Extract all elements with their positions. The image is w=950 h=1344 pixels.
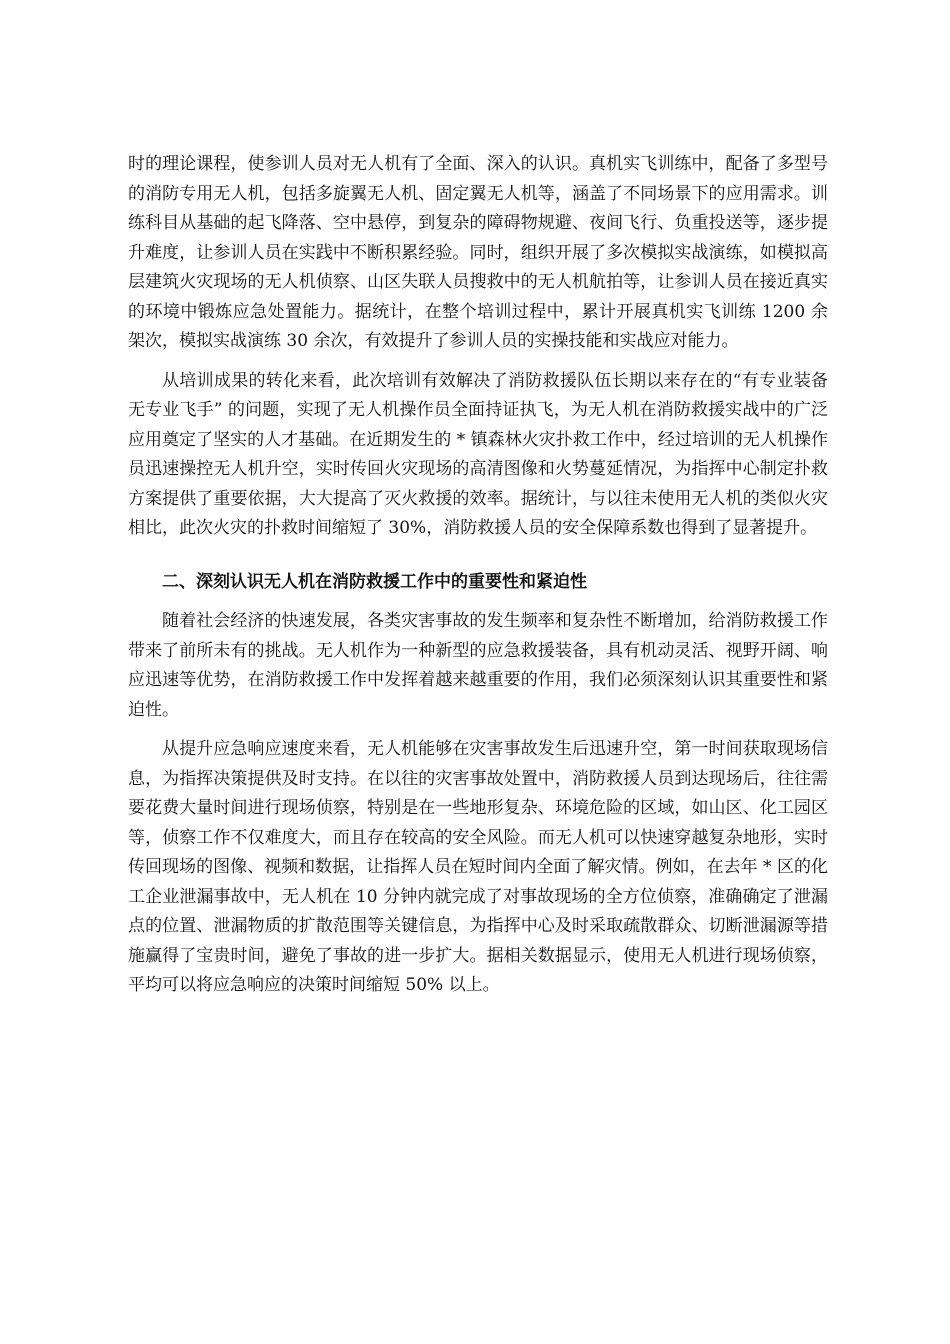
paragraph-training-results: 从培训成果的转化来看，此次培训有效解决了消防救援队伍长期以来存在的“有专业装备无专业飞手” 的问题，实现了无人机操作员全面持证执飞，为无人机在消防救援实战中的广泛应用奠定了坚实的人才基础。在近期发生的 * 镇森林火灾扑救工作中，经过培训的无人机操作员迅速操控无人机升空，实时传回火灾现场的高清图像和火势蔓延情况，为指挥中心制定扑救方案提供了重要依据，大大提高了灭火救援的效率。据统计，与以往未使用无人机的类似火灾相比，此次火灾的扑救时间缩短了 30%，消防救援人员的安全保障系数也得到了显著提升。 bbox=[128, 370, 828, 538]
paragraph-training-content: 时的理论课程，使参训人员对无人机有了全面、深入的认识。真机实飞训练中，配备了多型号的消防专用无人机，包括多旋翼无人机、固定翼无人机等，涵盖了不同场景下的应用需求。训练科目从基础的起飞降落、空中悬停，到复杂的障碍物规避、夜间飞行、负重投送等，逐步提升难度，让参训人员在实践中不断积累经验。同时，组织开展了多次模拟实战演练，如模拟高层建筑火灾现场的无人机侦察、山区失联人员搜救中的无人机航拍等，让参训人员在接近真实的环境中锻炼应急处置能力。据统计，在整个培训过程中，累计开展真机实飞训练 1200 余架次，模拟实战演练 30 余次，有效提升了参训人员的实操技能和实战应对能力。 bbox=[128, 154, 828, 351]
document-body bbox=[128, 150, 828, 1011]
section-heading: 二、深刻认识无人机在消防救援工作中的重要性和紧迫性 bbox=[162, 571, 587, 592]
paragraph-importance-intro: 随着社会经济的快速发展，各类灾害事故的发生频率和复杂性不断增加，给消防救援工作带来了前所未有的挑战。无人机作为一种新型的应急救援装备，具有机动灵活、视野开阔、响应迅速等优势，在消防救援工作中发挥着越来越重要的作用，我们必须深刻认识其重要性和紧迫性。 bbox=[128, 611, 828, 720]
paragraph-response-speed: 从提升应急响应速度来看，无人机能够在灾害事故发生后迅速升空，第一时间获取现场信息，为指挥决策提供及时支持。在以往的灾害事故处置中，消防救援人员到达现场后，往往需要花费大量时间进行现场侦察，特别是在一些地形复杂、环境危险的区域，如山区、化工园区等，侦察工作不仅难度大，而且存在较高的安全风险。而无人机可以快速穿越复杂地形，实时传回现场的图像、视频和数据，让指挥人员在短时间内全面了解灾情。例如，在去年 * 区的化工企业泄漏事故中，无人机在 10 分钟内就完成了对事故现场的全方位侦察，准确确定了泄漏点的位置、泄漏物质的扩散范围等关键信息，为指挥中心及时采取疏散群众、切断泄漏源等措施赢得了宝贵时间，避免了事故的进一步扩大。据相关数据显示，使用无人机进行现场侦察，平均可以将应急响应的决策时间缩短 50% 以上。 bbox=[128, 739, 828, 995]
